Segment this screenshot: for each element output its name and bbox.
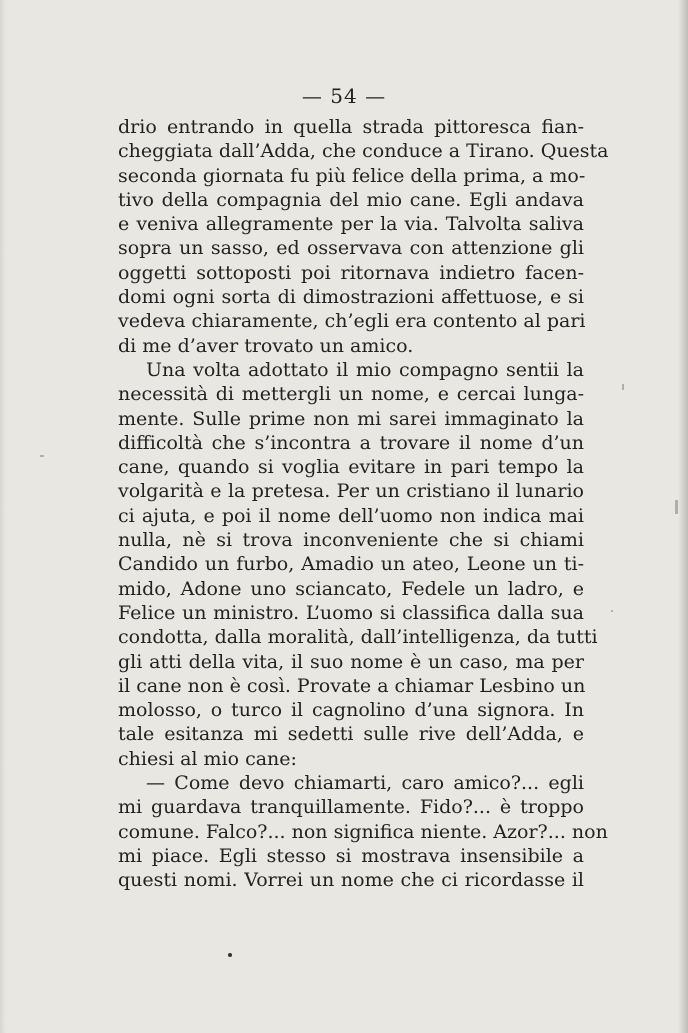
text-line: Candido un furbo, Amadio un ateo, Leone un ti-: [118, 553, 584, 576]
text-line: seconda giornata fu più felice della prima, a mo-: [118, 164, 586, 187]
ink-dot: [228, 953, 232, 957]
text-line: comune. Falco?... non significa niente. Azor?... non: [118, 820, 608, 843]
text-line: volgarità e la pretesa. Per un cristiano il lunario: [118, 480, 584, 503]
paper-speck: [40, 455, 44, 457]
text-line: Una volta adottato il mio compagno sentii la: [146, 358, 584, 381]
text-line: gli atti della vita, il suo nome è un caso, ma per: [118, 650, 584, 673]
text-line: mi piace. Egli stesso si mostrava insensibile a: [118, 844, 584, 867]
text-line: ci ajuta, e poi il nome dell’uomo non indica mai: [118, 504, 584, 527]
text-line: di me d’aver trovato un amico.: [118, 334, 414, 357]
text-line: mido, Adone uno sciancato, Fedele un ladro, e: [118, 577, 584, 600]
text-line: cheggiata dall’Adda, che conduce a Tirano. Questa: [118, 140, 609, 163]
text-line: chiesi al mio cane:: [118, 747, 297, 770]
text-line: e veniva allegramente per la via. Talvolta saliva: [118, 213, 584, 236]
paper-speck: [611, 610, 613, 612]
body-text: [118, 115, 609, 893]
text-line: Felice un ministro. L’uomo si classifica dalla sua: [118, 601, 584, 624]
text-line: tale esitanza mi sedetti sulle rive dell’Adda, e: [118, 723, 584, 746]
page-number: — 54 —: [301, 84, 387, 108]
text-line: vedeva chiaramente, ch’egli era contento al pari: [118, 310, 586, 333]
text-line: tivo della compagnia del mio cane. Egli andava: [118, 188, 584, 211]
text-line: molosso, o turco il cagnolino d’una signora. In: [118, 699, 584, 722]
text-line: necessità di mettergli un nome, e cercai lunga-: [118, 383, 584, 406]
text-line: nulla, nè si trova inconveniente che si chiami: [118, 529, 584, 552]
text-line: cane, quando si voglia evitare in pari tempo la: [118, 456, 584, 479]
paper-speck: [622, 384, 624, 390]
text-line: difficoltà che s’incontra a trovare il nome d’un: [118, 431, 584, 454]
text-line: mente. Sulle prime non mi sarei immaginato la: [118, 407, 584, 430]
paper-speck: [675, 500, 678, 514]
page-right-edge: [678, 0, 688, 1033]
text-line: condotta, dalla moralità, dall’intelligenza, da tutti: [118, 626, 598, 649]
page-left-edge: [0, 0, 6, 1033]
text-line: il cane non è così. Provate a chiamar Lesbino un: [118, 674, 586, 697]
text-line: sopra un sasso, ed osservava con attenzione gli: [118, 237, 584, 260]
text-line: oggetti sottoposti poi ritornava indietro facen-: [118, 261, 584, 284]
text-line: domi ogni sorta di dimostrazioni affettuose, e si: [118, 286, 584, 309]
text-line: — Come devo chiamarti, caro amico?... egli: [146, 772, 584, 795]
text-line: questi nomi. Vorrei un nome che ci ricordasse il: [118, 869, 584, 892]
text-line: drio entrando in quella strada pittoresca fian-: [118, 116, 584, 138]
text-line: mi guardava tranquillamente. Fido?... è troppo: [118, 796, 584, 819]
